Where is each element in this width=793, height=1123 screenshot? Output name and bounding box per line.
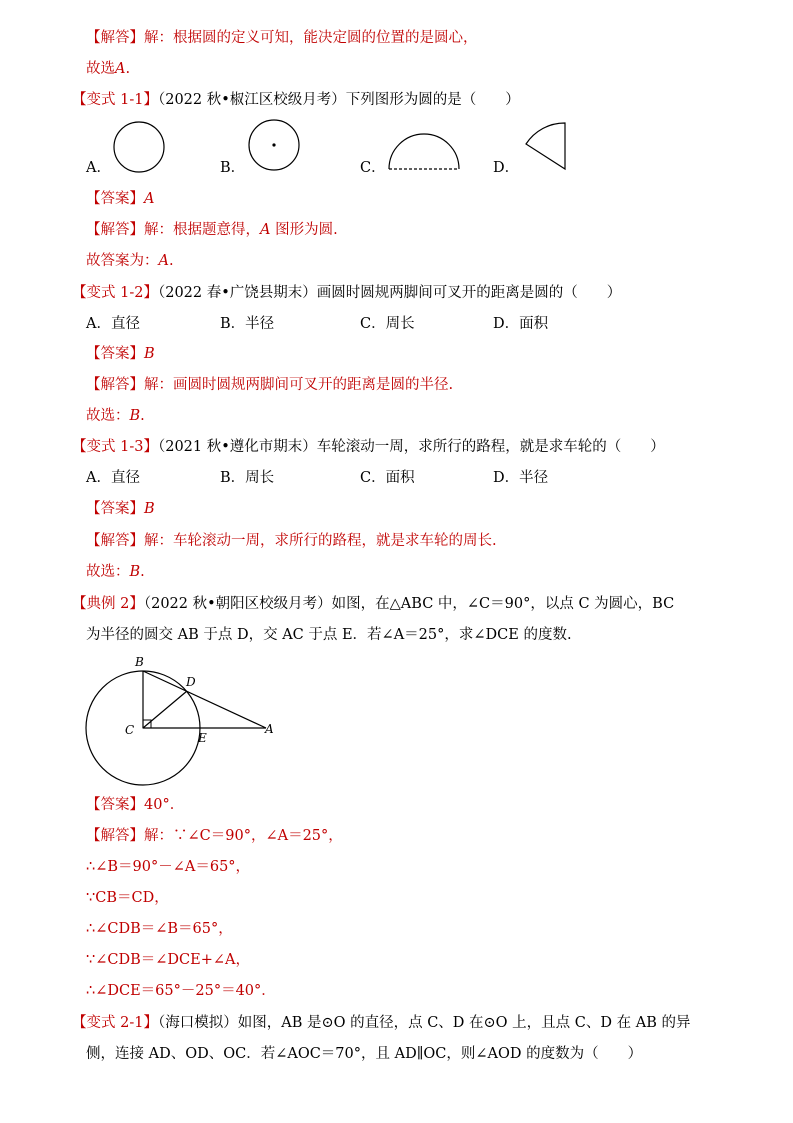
solution-tag: 【解答】 [86, 533, 144, 549]
option-c: C． [360, 160, 386, 176]
question-text-line1: （2022 秋•朝阳区校级月考）如图，在△ABC 中，∠C＝90°，以点 C 为圆心，BC [143, 596, 675, 612]
conclusion-answer: A [158, 253, 169, 269]
solution-text-post: 图形为圆. [270, 222, 338, 238]
choice-answer: A [115, 61, 126, 77]
label-b: B [135, 655, 144, 669]
answer-value: B [144, 346, 155, 362]
question-text-line2: 侧，连接 AD、OD、OC．若∠AOC＝70°，且 AD∥OC，则∠AOD 的度数为（ ） [86, 1046, 643, 1062]
answer-tag: 【答案】 [86, 191, 144, 207]
option-a: A．直径 [86, 316, 140, 332]
question-tag: 【变式 1-1】 [72, 92, 158, 108]
option-d: D．半径 [493, 470, 549, 486]
option-c: C．面积 [360, 470, 415, 486]
segment-cd [143, 691, 187, 728]
solution-italic: A [260, 222, 271, 238]
label-a: A [265, 722, 274, 736]
solution-step: ∵∠CDB＝∠DCE+∠A， [86, 952, 250, 968]
conclusion-prefix: 故选： [86, 408, 130, 424]
conclusion-suffix: . [140, 408, 145, 424]
solution-tag: 【解答】 [86, 222, 144, 238]
solution-step: ∴∠B＝90°－∠A＝65°， [86, 859, 251, 875]
label-d: D [186, 675, 196, 689]
solution-tag: 【解答】 [86, 30, 144, 46]
choice-suffix: . [125, 61, 131, 77]
conclusion-prefix: 故答案为： [86, 253, 159, 269]
option-d: D．面积 [493, 316, 549, 332]
question-tag: 【变式 2-1】 [72, 1015, 158, 1031]
solution-text: 解：画圆时圆规两脚间可叉开的距离是圆的半径. [144, 377, 454, 393]
question-text: （2021 秋•遵化市期末）车轮滚动一周，求所行的路程，就是求车轮的（ ） [157, 439, 665, 455]
solution-ex2 [86, 826, 343, 846]
label-c: C [125, 723, 135, 737]
label-e: E [198, 731, 207, 745]
question-text-line1: （海口模拟）如图，AB 是⊙O 的直径，点 C、D 在⊙O 上，且点 C、D 在 AB 的异 [157, 1015, 691, 1031]
answer-value: 40°． [144, 797, 185, 813]
option-a: A．直径 [86, 470, 140, 486]
answer-ex2 [86, 795, 184, 815]
question-tag: 【典例 2】 [72, 596, 144, 612]
solution-tag: 【解答】 [86, 828, 144, 844]
answer-tag: 【答案】 [86, 346, 144, 362]
conclusion-answer: B [129, 408, 141, 424]
solution-text: 解：根据圆的定义可知，能决定圆的位置的是圆心， [144, 30, 478, 46]
option-a: A． [86, 160, 111, 176]
conclusion-prefix: 故选： [86, 564, 130, 580]
conclusion-suffix: . [168, 253, 174, 269]
conclusion-answer: B [129, 564, 141, 580]
segment-ab [143, 671, 266, 728]
question-v21-line2 [86, 1044, 642, 1064]
option-b: B．周长 [220, 470, 275, 486]
answer-value: A [144, 191, 155, 207]
option-d: D． [493, 160, 520, 176]
answer-tag: 【答案】 [86, 797, 144, 813]
option-c: C．周长 [360, 316, 415, 332]
answer-value: B [144, 501, 155, 517]
solution-text-pre: 解：根据题意得， [144, 222, 260, 238]
solution-step: ∴∠CDB＝∠B＝65°， [86, 921, 233, 937]
choice-prefix: 故选 [86, 61, 115, 77]
solution-step: 解：∵∠C＝90°，∠A＝25°， [144, 828, 343, 844]
question-text: （2022 秋•椒江区校级月考）下列图形为圆的是（ ） [157, 92, 520, 108]
solution-tag: 【解答】 [86, 377, 144, 393]
option-b: B．半径 [220, 316, 275, 332]
question-text: （2022 春•广饶县期末）画圆时圆规两脚间可叉开的距离是圆的（ ） [157, 285, 622, 301]
question-v21 [72, 1013, 690, 1033]
option-b: B． [220, 160, 246, 176]
question-tag: 【变式 1-3】 [72, 439, 158, 455]
solution-text: 解：车轮滚动一周，求所行的路程，就是求车轮的周长. [144, 533, 497, 549]
question-tag: 【变式 1-2】 [72, 285, 158, 301]
question-text-line2: 为半径的圆交 AB 于点 D，交 AC 于点 E．若∠A＝25°，求∠DCE 的度数. [86, 627, 572, 643]
answer-tag: 【答案】 [86, 501, 144, 517]
conclusion-suffix: . [140, 564, 145, 580]
solution-step: ∵CB＝CD， [86, 890, 169, 906]
solution-step: ∴∠DCE＝65°－25°＝40°． [86, 983, 276, 999]
